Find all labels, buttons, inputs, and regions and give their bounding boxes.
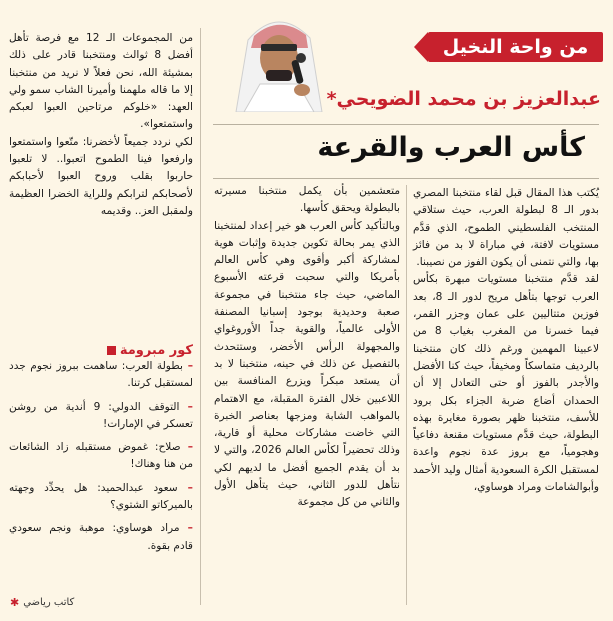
paragraph: وبالتأكيد كأس العرب هو خير إعداد لمنتخبنا الذي يمر بحالة تكوين جديدة وإثبات هوية لمشاركة أكبر وأقوى وهي كأس العالم بأمريكا والتي سحبت قرعته الأسبوع الماضي، حيث جاء منتخبنا في مجموعة صعبة وحديدية بوجود إسبانيا المصنفة الأولى عالمياً، والقوية جداً الأوروغواي والمجهولة الرأس الأخضر، وستتحدث بالتفصيل عن ذلك في حينه، منتخبنا لا بد أن يستعد مبكراً ويزرع المنافسة بين اللاعبين خلال الفترة المقبلة، مع الاهتمام بالمواهب الشابة ومزجها بعناصر الخبرة التي خاضت مشاركات محلية أو قارية، وذلك تحضيراً لكأس العالم 2026، والتي لا بد أن يقدم الجميع أفضل ما لديهم لكي نتأهل للدور الثاني، حيث يتأهل الأول والثاني من كل مجموعة xyxy=(214,219,400,509)
square-bullet-icon xyxy=(107,346,116,355)
paragraph: لقد قدَّم منتخبنا مستويات مبهرة بكأس العرب توجها بتأهل مريح لدور الـ 8، بعد فوزين متتاليين على عمان وجزر القمر، فيما خسرنا من المغرب بغياب 8 من لاعبينا المهمين ورغم ذلك كان منتخبنا بالرديف متماسكاً ومخيفاً، حيث كنا الأفضل والأجدر بالفوز أو حتى التعادل إلا أن الحمدان أضاع ضربة الجزاء بكل برود للأسف، منتخبنا ظهر بصورة مغايرة بهذه البطولة، حيث قدَّم مستويات مقنعة دفاعياً وهجومياً، مع بروز عدة نجوم واعدة لمستقبل الكرة السعودية أمثال وليد الأحمد وأبوالشامات ومراد هوساوي، xyxy=(413,273,599,494)
header-rule xyxy=(213,124,599,125)
column-divider xyxy=(200,28,201,605)
paragraph: متعشمين بأن يكمل منتخبنا مسيرته بالبطولة ويحقق كأسها. xyxy=(214,185,400,215)
paragraph: لكي نردد جميعاً لأخضرنا: متّعوا واستمتعوا وارفعوا فينا الطموح اتعبوا.. لا تلعبوا حاربوا بقلب وروح العبوا لأحبابكم لأصحابكم لترابكم وللراية الخضرا العظيمة ولمقبل العز.. وقديمه xyxy=(9,135,193,217)
list-item: – بطولة العرب: ساهمت ببروز نجوم جدد لمستقبل كرتنا. xyxy=(9,360,193,390)
article-headline: كأس العرب والقرعة xyxy=(317,132,585,163)
notes-list-column xyxy=(9,358,193,561)
asterisk-icon: ✱ xyxy=(10,596,20,609)
sub-section-heading: كور مبرومة xyxy=(107,343,193,358)
list-item: – صلاح: غموض مستقبله زاد الشائعات من هنا وهناك! xyxy=(9,441,193,471)
author-signature: كاتب رياضي ✱ xyxy=(10,596,75,609)
paragraph: يُكتب هذا المقال قبل لقاء منتخبنا المصري بدور الـ 8 لبطولة العرب، حيث ستلاقي المنتخب الفلسطيني الطموح، الذي قدَّم مستويات لافتة، في مباراة لا بد من فائز بها، والتي نتمنى أن يكون الفوز من نصيبنا. xyxy=(413,187,599,269)
column-divider xyxy=(406,185,407,605)
author-photo xyxy=(218,0,340,112)
author-name: عبدالعزيز بن محمد الضويحي* xyxy=(326,88,601,110)
article-column-3 xyxy=(9,30,193,220)
article-column-1 xyxy=(413,185,599,496)
column-name-banner: من واحة النخيل xyxy=(428,32,603,62)
list-item: – التوقف الدولي: 9 أندية من روشن تعسكر في الإمارات! xyxy=(9,400,193,430)
notes-list xyxy=(9,358,193,555)
headline-rule xyxy=(213,178,599,179)
list-item: – سعود عبدالحميد: هل يحدِّد وجهته بالميركاتو الشتوي؟ xyxy=(9,481,193,512)
article-column-2 xyxy=(214,183,400,512)
paragraph: من المجموعات الـ 12 مع فرصة تأهل أفضل 8 ثوالث ومنتخبنا قادر على ذلك بمشيئة الله، نحن فعلاً لا نريد من منتخبنا إلا ما قاله ملهمنا وأميرنا الشاب سمو ولي العهد: «خلوكم مرتاحين العبوا لعبكم واستمتعوا». xyxy=(9,32,193,131)
list-item: – مراد هوساوي: موهبة ونجم سعودي قادم بقوة. xyxy=(9,522,193,552)
